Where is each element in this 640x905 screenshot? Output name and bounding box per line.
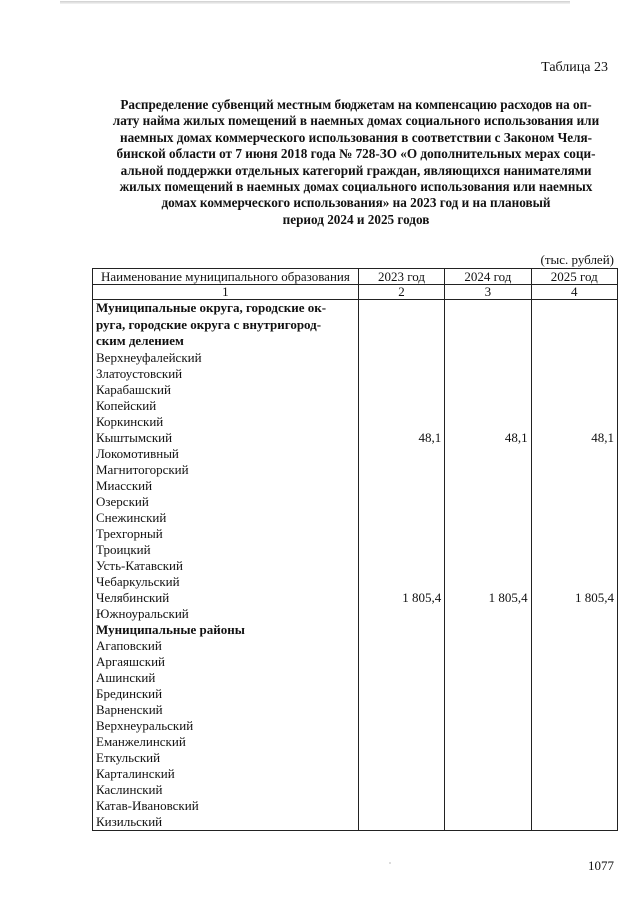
scan-top-edge <box>60 1 570 4</box>
value-cell-2023 <box>362 574 441 590</box>
column-header-name: Наименование муниципального образования <box>93 269 359 285</box>
municipality-name: Еманжелинский <box>96 734 186 749</box>
value-cell-2023 <box>362 750 441 766</box>
value-cell-2023 <box>362 398 441 414</box>
value-cell-2025 <box>535 718 614 734</box>
column-number: 2 <box>358 285 444 300</box>
group-title-spacer <box>448 622 527 639</box>
scan-speck <box>389 862 391 864</box>
value-cell-2024 <box>448 382 527 398</box>
heading-line: Распределение субвенций местным бюджетам на компенсацию расходов на оп- <box>120 97 592 112</box>
value-cell-2023 <box>362 814 441 830</box>
value-cell-2024 <box>448 814 527 830</box>
value-cell-2025 <box>535 478 614 494</box>
value-cell-2023 <box>362 766 441 782</box>
value-cell-2023 <box>362 462 441 478</box>
value-cell-2023 <box>362 478 441 494</box>
value-cell-2024 <box>448 766 527 782</box>
value-cell-2025 <box>535 686 614 702</box>
value-cell-2024 <box>448 798 527 814</box>
value-cell-2025 <box>535 494 614 510</box>
value-cell-2025 <box>535 382 614 398</box>
value-cell-2023 <box>362 542 441 558</box>
column-number: 1 <box>93 285 359 300</box>
value-cell-2025 <box>535 542 614 558</box>
column-header-2023: 2023 год <box>358 269 444 285</box>
document-heading <box>96 97 616 228</box>
value-cell-2023 <box>362 670 441 686</box>
value-cell-2024 <box>448 350 527 366</box>
value-cell-2025 <box>535 510 614 526</box>
municipality-name: Аргаяшский <box>96 654 165 669</box>
group-title-spacer <box>448 300 527 350</box>
municipality-name: Троицкий <box>96 541 151 557</box>
heading-line: жилых помещений в наемных домах социального использования или наемных <box>119 179 593 195</box>
municipality-name: Усть-Катавский <box>96 557 183 573</box>
value-cell-2024: 1 805,4 <box>488 589 528 605</box>
table-label: Таблица 23 <box>541 60 608 75</box>
municipality-name: Магнитогорский <box>96 461 189 477</box>
value-cell-2024 <box>448 542 527 558</box>
municipality-name: Варненский <box>96 702 163 717</box>
value-cell-2025: 1 805,4 <box>575 589 614 605</box>
heading-line: лату найма жилых помещений в наемных домах социального использования или <box>112 113 600 129</box>
values-column-2023 <box>358 300 444 831</box>
group-title-spacer <box>362 622 441 639</box>
value-cell-2024 <box>448 574 527 590</box>
municipality-name: Ашинский <box>96 670 156 685</box>
value-cell-2024 <box>448 606 527 622</box>
value-cell-2025 <box>535 766 614 782</box>
value-cell-2025 <box>535 670 614 686</box>
value-cell-2025 <box>535 750 614 766</box>
municipality-name: Златоустовский <box>96 365 183 381</box>
value-cell-2023 <box>362 382 441 398</box>
municipality-name: Челябинский <box>96 589 170 605</box>
value-cell-2025 <box>535 366 614 382</box>
value-cell-2024: 48,1 <box>504 429 528 445</box>
municipality-name: Озерский <box>96 493 149 509</box>
group-title-line: руга, городские округа с внутригород- <box>96 316 322 332</box>
group-title-line: Муниципальные округа, городские ок- <box>96 300 327 315</box>
value-cell-2025 <box>535 654 614 670</box>
value-cell-2024 <box>448 750 527 766</box>
value-cell-2023 <box>362 718 441 734</box>
municipality-name: Карабашский <box>96 381 171 397</box>
value-cell-2025 <box>535 446 614 462</box>
heading-line: домах коммерческого использования» на 2023 год и на плановый <box>161 195 551 211</box>
heading-line: период 2024 и 2025 годов <box>282 211 430 227</box>
value-cell-2025 <box>535 734 614 750</box>
value-cell-2024 <box>448 718 527 734</box>
value-cell-2025 <box>535 398 614 414</box>
group-title-spacer <box>362 300 441 350</box>
value-cell-2023 <box>362 606 441 622</box>
value-cell-2023 <box>362 558 441 574</box>
municipality-name: Чебаркульский <box>96 573 180 589</box>
value-cell-2023 <box>362 510 441 526</box>
municipality-column <box>93 300 359 831</box>
municipality-name: Снежинский <box>96 509 167 525</box>
header-row <box>93 269 618 285</box>
values-column-2025 <box>531 300 617 831</box>
value-cell-2023 <box>362 782 441 798</box>
value-cell-2025 <box>535 350 614 366</box>
heading-line: альной поддержки отдельных категорий граждан, являющихся нанимателями <box>120 162 592 178</box>
value-cell-2024 <box>448 782 527 798</box>
municipality-name: Южноуральский <box>96 605 189 621</box>
group-title-spacer <box>535 622 614 639</box>
column-number-row <box>93 285 618 300</box>
group-title-rayony: Муниципальные районы <box>96 621 245 637</box>
group-title-spacer <box>535 300 614 350</box>
municipality-name: Верхнеуфалейский <box>96 349 202 365</box>
subvention-table <box>92 268 618 831</box>
value-cell-2025 <box>535 414 614 430</box>
municipality-name: Верхнеуральский <box>96 718 194 733</box>
value-cell-2024 <box>448 526 527 542</box>
column-header-2025: 2025 год <box>531 269 617 285</box>
municipality-name: Копейский <box>96 397 157 413</box>
value-cell-2025 <box>535 814 614 830</box>
value-cell-2024 <box>448 478 527 494</box>
value-cell-2024 <box>448 734 527 750</box>
value-cell-2025 <box>535 638 614 654</box>
value-cell-2023 <box>362 686 441 702</box>
municipality-name: Кизильский <box>96 814 163 829</box>
municipality-name: Брединский <box>96 686 163 701</box>
value-cell-2025 <box>535 574 614 590</box>
municipality-name: Кыштымский <box>96 429 173 445</box>
value-cell-2024 <box>448 414 527 430</box>
heading-line: наемных домах коммерческого использования в соответствии с Законом Челя- <box>119 129 593 145</box>
value-cell-2025 <box>535 798 614 814</box>
units-note: (тыс. рублей) <box>540 252 614 267</box>
column-number: 3 <box>445 285 531 300</box>
value-cell-2025: 48,1 <box>591 429 614 445</box>
value-cell-2024 <box>448 638 527 654</box>
value-cell-2025 <box>535 782 614 798</box>
value-cell-2025 <box>535 702 614 718</box>
value-cell-2025 <box>535 606 614 622</box>
value-cell-2023 <box>362 702 441 718</box>
value-cell-2024 <box>448 558 527 574</box>
value-cell-2024 <box>448 366 527 382</box>
value-cell-2025 <box>535 462 614 478</box>
value-cell-2023 <box>362 366 441 382</box>
municipality-name: Агаповский <box>96 638 162 653</box>
municipality-name: Каслинский <box>96 782 163 797</box>
table-body-row <box>93 300 618 831</box>
value-cell-2024 <box>448 462 527 478</box>
value-cell-2024 <box>448 398 527 414</box>
value-cell-2023 <box>362 446 441 462</box>
value-cell-2024 <box>448 510 527 526</box>
municipality-list-okruga <box>96 350 355 622</box>
municipality-list-rayony <box>96 638 355 830</box>
value-cell-2023 <box>362 798 441 814</box>
value-cell-2023 <box>362 494 441 510</box>
value-cell-2024 <box>448 702 527 718</box>
municipality-name: Миасский <box>96 477 153 493</box>
value-cell-2024 <box>448 654 527 670</box>
value-cell-2023 <box>362 734 441 750</box>
group-title-okruga <box>96 300 355 350</box>
value-cell-2023: 1 805,4 <box>402 589 442 605</box>
value-cell-2024 <box>448 446 527 462</box>
municipality-name: Карталинский <box>96 766 175 781</box>
municipality-name: Локомотивный <box>96 445 179 461</box>
value-cell-2023 <box>362 638 441 654</box>
value-cell-2025 <box>535 558 614 574</box>
value-cell-2023 <box>362 526 441 542</box>
value-cell-2023 <box>362 414 441 430</box>
municipality-name: Еткульский <box>96 750 161 765</box>
group-title-line: ским делением <box>96 333 184 348</box>
heading-line: бинской области от 7 июня 2018 года № 728-ЗО «О дополнительных мерах соци- <box>116 146 596 162</box>
municipality-name: Катав-Ивановский <box>96 798 199 813</box>
municipality-name: Трехгорный <box>96 525 163 541</box>
value-cell-2023: 48,1 <box>418 429 442 445</box>
value-cell-2024 <box>448 494 527 510</box>
value-cell-2024 <box>448 686 527 702</box>
municipality-name: Коркинский <box>96 413 164 429</box>
column-header-2024: 2024 год <box>445 269 531 285</box>
value-cell-2023 <box>362 654 441 670</box>
value-cell-2023 <box>362 350 441 366</box>
value-cell-2025 <box>535 526 614 542</box>
value-cell-2024 <box>448 670 527 686</box>
values-column-2024 <box>445 300 531 831</box>
page-number: 1077 <box>588 858 614 873</box>
column-number: 4 <box>531 285 617 300</box>
